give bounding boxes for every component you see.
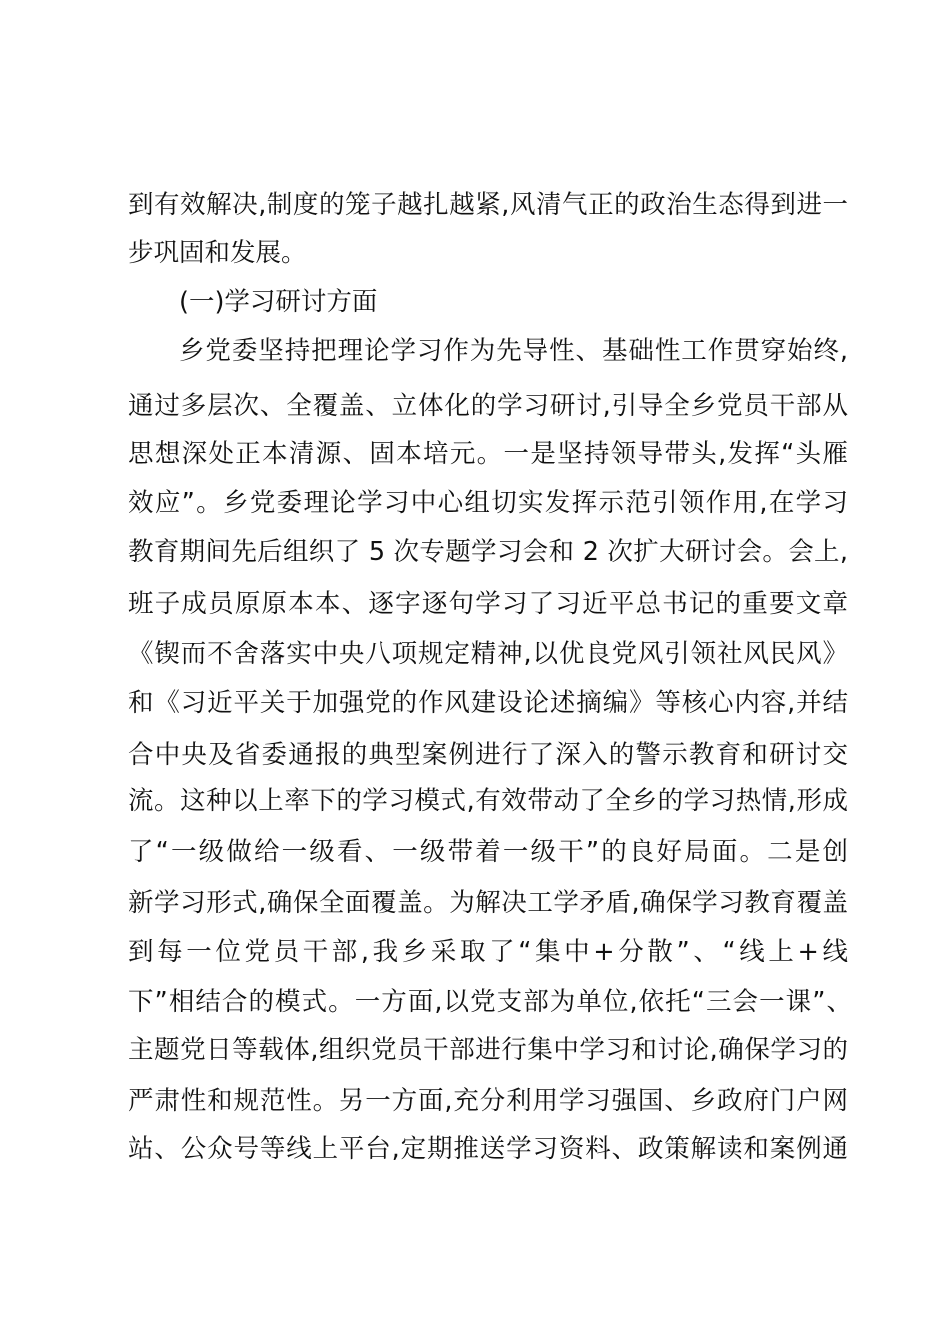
text-line: 合中央及省委通报的典型案例进行了深入的警示教育和研讨交 xyxy=(128,740,848,770)
text-line: 教育期间先后组织了 5 次专题学习会和 2 次扩大研讨会。会上, xyxy=(128,537,848,567)
text-line: 下”相结合的模式。一方面,以党支部为单位,依托“三会一课”、 xyxy=(128,987,852,1017)
text-line: 到每一位党员干部,我乡采取了“集中+分散”、“线上+线 xyxy=(128,937,848,967)
section-heading: (一)学习研讨方面 xyxy=(179,287,378,317)
text-line: 班子成员原原本本、逐字逐句学习了习近平总书记的重要文章 xyxy=(128,589,848,619)
text-line: 和《习近平关于加强党的作风建设论述摘编》等核心内容,并结 xyxy=(128,688,848,718)
text-line: 乡党委坚持把理论学习作为先导性、基础性工作贯穿始终, xyxy=(179,336,848,366)
text-line: 主题党日等载体,组织党员干部进行集中学习和讨论,确保学习的 xyxy=(128,1035,848,1065)
text-line: 通过多层次、全覆盖、立体化的学习研讨,引导全乡党员干部从 xyxy=(128,391,848,421)
text-line: 到有效解决,制度的笼子越扎越紧,风清气正的政治生态得到进一 xyxy=(128,190,848,220)
text-line: 了“一级做给一级看、一级带着一级干”的良好局面。二是创 xyxy=(128,837,848,867)
text-line: 效应”。乡党委理论学习中心组切实发挥示范引领作用,在学习 xyxy=(128,488,848,518)
text-line: 思想深处正本清源、固本培元。一是坚持领导带头,发挥“头雁 xyxy=(128,439,848,469)
text-line: 站、公众号等线上平台,定期推送学习资料、政策解读和案例通 xyxy=(128,1134,848,1164)
text-line: 新学习形式,确保全面覆盖。为解决工学矛盾,确保学习教育覆盖 xyxy=(128,888,848,918)
text-line: 《锲而不舍落实中央八项规定精神,以优良党风引领社风民风》 xyxy=(128,639,848,669)
text-line: 流。这种以上率下的学习模式,有效带动了全乡的学习热情,形成 xyxy=(128,786,848,816)
text-line: 严肃性和规范性。另一方面,充分利用学习强国、乡政府门户网 xyxy=(128,1086,848,1116)
text-line: 步巩固和发展。 xyxy=(128,238,307,268)
